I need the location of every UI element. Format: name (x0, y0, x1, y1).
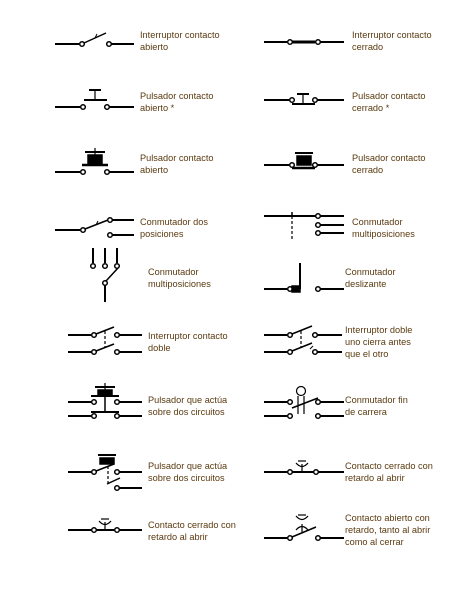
label-interruptor-abierto: Interruptor contacto abierto (140, 30, 220, 52)
contacto-cerrado-retardo-abrir-2-symbol (68, 519, 142, 532)
conmutador-multiposiciones-2-symbol (91, 248, 120, 302)
label-conmutador-deslizante: Conmutador deslizante (345, 267, 396, 289)
pulsador-dos-circuitos-1-symbol (68, 383, 142, 418)
label-conmutador-multiposiciones-2: Conmutador multiposiciones (148, 267, 211, 289)
pulsador-cerrado-symbol (264, 153, 344, 168)
interruptor-doble-symbol (68, 327, 142, 354)
label-interruptor-cerrado: Interruptor contacto cerrado (352, 30, 432, 52)
pulsador-dos-circuitos-2-symbol (68, 455, 142, 490)
label-pulsador-abierto-asterisco: Pulsador contacto abierto * (140, 91, 214, 113)
label-conmutador-fin-carrera: Conmutador fin de carrera (345, 395, 408, 417)
label-conmutador-multiposiciones-1: Conmutador multiposiciones (352, 217, 415, 239)
interruptor-doble-cierra-antes-symbol (264, 326, 342, 354)
conmutador-multiposiciones-1-symbol (264, 212, 344, 240)
interruptor-abierto-symbol (55, 33, 134, 46)
pulsador-abierto-asterisco-symbol (55, 90, 134, 109)
label-pulsador-cerrado: Pulsador contacto cerrado (352, 153, 426, 175)
contacto-abierto-retardo-symbol (264, 515, 344, 540)
contacto-cerrado-retardo-abrir-1-symbol (264, 461, 344, 474)
conmutador-fin-carrera-symbol (264, 387, 344, 419)
pulsador-abierto-symbol (55, 148, 134, 174)
label-contacto-abierto-retardo: Contacto abierto con retardo, tanto al abrir como al cerrar (345, 513, 431, 547)
label-pulsador-dos-circuitos-2: Pulsador que actúa sobre dos circuitos (148, 461, 228, 483)
label-interruptor-doble: Interruptor contacto doble (148, 331, 228, 353)
label-pulsador-cerrado-asterisco: Pulsador contacto cerrado * (352, 91, 426, 113)
label-pulsador-dos-circuitos-1: Pulsador que actúa sobre dos circuitos (148, 395, 228, 417)
pulsador-cerrado-asterisco-symbol (264, 94, 344, 104)
conmutador-dos-posiciones-symbol (55, 218, 134, 238)
label-contacto-cerrado-retardo-abrir-2: Contacto cerrado con retardo al abrir (148, 520, 236, 542)
conmutador-deslizante-symbol (264, 263, 344, 292)
label-conmutador-dos-posiciones: Conmutador dos posiciones (140, 217, 208, 239)
interruptor-cerrado-symbol (264, 40, 344, 45)
label-interruptor-doble-cierra-antes: Interruptor doble uno cierra antes que el otro (345, 325, 413, 359)
label-contacto-cerrado-retardo-abrir-1: Contacto cerrado con retardo al abrir (345, 461, 433, 483)
label-pulsador-abierto: Pulsador contacto abierto (140, 153, 214, 175)
